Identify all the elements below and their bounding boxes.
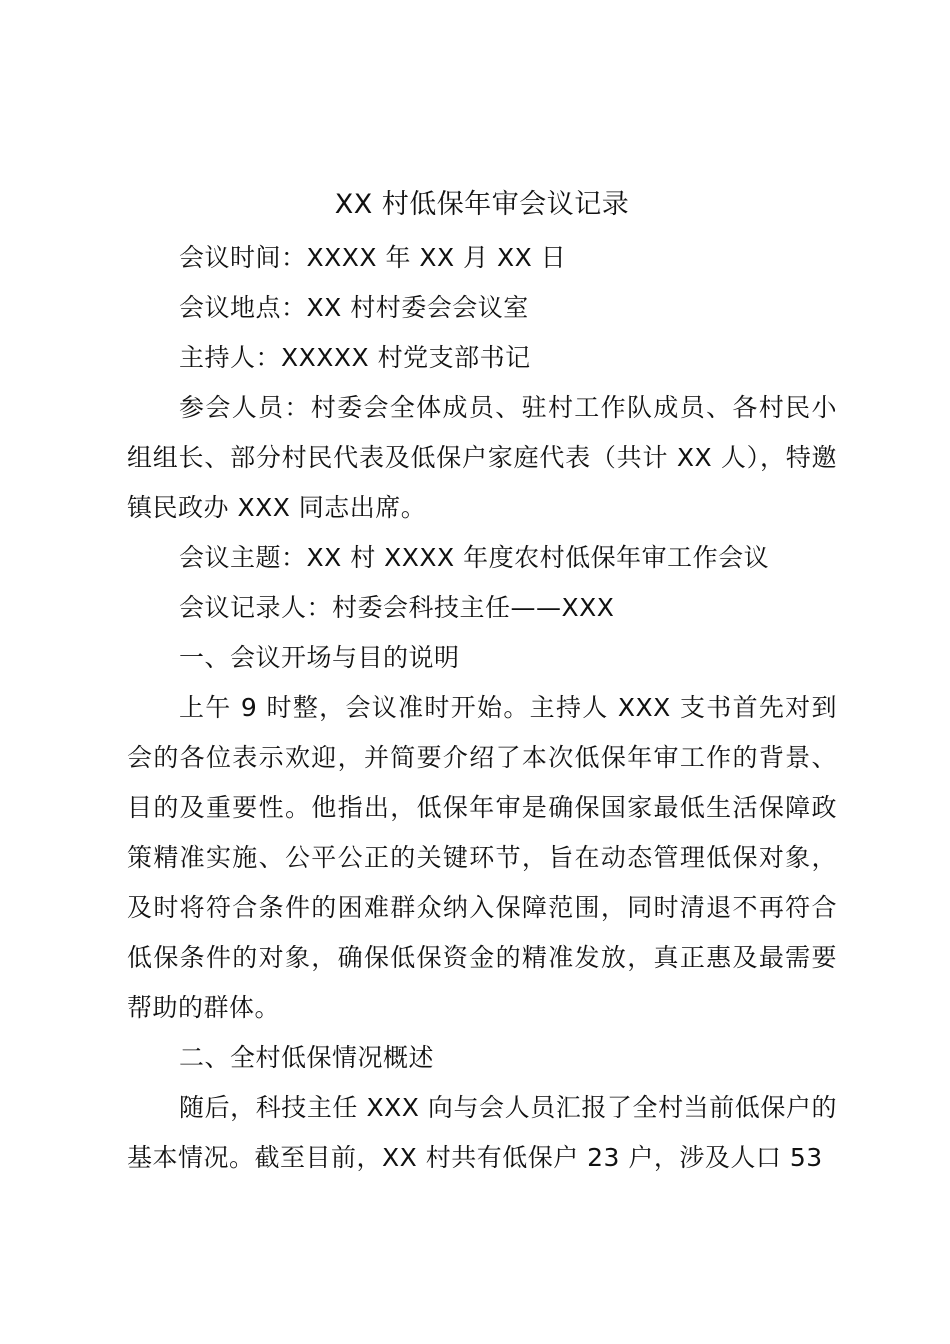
meeting-recorder: 会议记录人：村委会科技主任——XXX [179, 593, 615, 622]
meeting-host: 主持人：XXXXX 村党支部书记 [179, 343, 531, 372]
meeting-topic: 会议主题：XX 村 XXXX 年度农村低保年审工作会议 [179, 543, 770, 572]
document-title: XX 村低保年审会议记录 [334, 189, 630, 220]
meeting-place: 会议地点：XX 村村委会会议室 [179, 293, 529, 322]
section-body-1: 上午 9 时整，会议准时开始。主持人 XXX 支书首先对到会的各位表示欢迎，并简要介绍了本次低保年审工作的背景、目的及重要性。他指出，低保年审是确保国家最低生活保障政策精准实施、公平公正的关键环节，旨在动态管理低保对象，及时将符合条件的困难群众纳入保障范围，同时清退不再符合低保条件的对象，确保低保资金的精准发放，真正惠及最需要帮助的群体。 [127, 693, 837, 1022]
meeting-record [127, 183, 837, 1183]
meeting-attendees: 参会人员：村委会全体成员、驻村工作队成员、各村民小组组长、部分村民代表及低保户家庭代表（共计 XX 人），特邀镇民政办 XXX 同志出席。 [127, 393, 837, 522]
section-heading-1: 一、会议开场与目的说明 [179, 643, 460, 672]
section-heading-2: 二、全村低保情况概述 [179, 1043, 435, 1072]
section-body-2: 随后，科技主任 XXX 向与会人员汇报了全村当前低保户的基本情况。截至目前，XX 村共有低保户 23 户，涉及人口 53 [127, 1093, 837, 1172]
meeting-time: 会议时间：XXXX 年 XX 月 XX 日 [179, 243, 567, 272]
